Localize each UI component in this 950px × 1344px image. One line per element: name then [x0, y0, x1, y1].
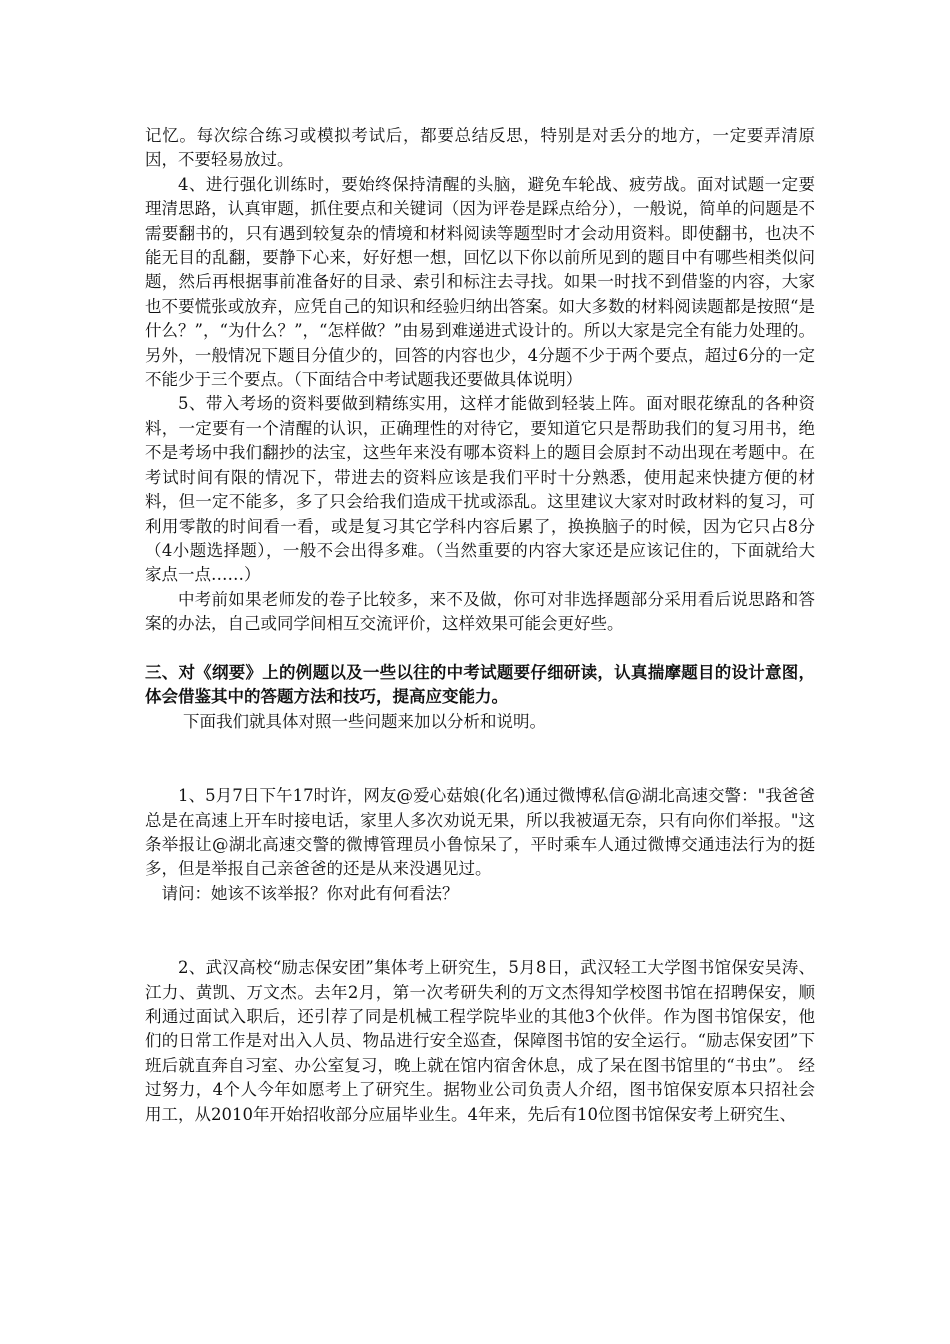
document-body [145, 124, 815, 1127]
question-2-text: 2、武汉高校“励志保安团”集体考上研究生，5月8日，武汉轻工大学图书馆保安吴涛、江力、黄凯、万文杰。去年2月，第一次考研失利的万文杰得知学校图书馆在招聘保安，顺利通过面试入职后，还引荐了同是机械工程学院毕业的其他3个伙伴。作为图书馆保安，他们的日常工作是对出入人员、物品进行安全巡查，保障图书馆的安全运行。“励志保安团”下班后就直奔自习室、办公室复习，晚上就在馆内宿舍休息，成了呆在图书馆里的“书虫”。 经过努力，4个人今年如愿考上了研究生。据物业公司负责人介绍，图书馆保安原本只招社会用工，从2010年开始招收部分应届毕业生。4年来，先后有10位图书馆保安考上研究生、 [145, 958, 815, 1124]
question-1-ask: 请问：她该不该举报？你对此有何看法？ [161, 883, 459, 903]
paragraph-intro-analysis: 下面我们就具体对照一些问题来加以分析和说明。 [182, 711, 546, 731]
paragraph-memory: 记忆。每次综合练习或模拟考试后，都要总结反思，特别是对丢分的地方，一定要弄清原因，不要轻易放过。 [145, 126, 815, 170]
question-1-text: 1、5月7日下午17时许，网友@爱心菇娘(化名)通过微博私信@湖北高速交警："我爸爸总是在高速上开车时接电话，家里人多次劝说无果，所以我被逼无奈，只有向你们举报。"这条举报让@湖北高速交警的微博管理员小鲁惊呆了，平时乘车人通过微博交通违法行为的挺多，但是举报自己亲爸爸的还是从来没遇见过。 [145, 786, 815, 879]
paragraph-exam-advice: 中考前如果老师发的卷子比较多，来不及做，你可对非选择题部分采用看后说思路和答案的办法，自己或同学间相互交流评价，这样效果可能会更好些。 [145, 589, 815, 634]
section-heading-3: 三、对《纲要》上的例题以及一些以往的中考试题要仔细研读，认真揣摩题目的设计意图，体会借鉴其中的答题方法和技巧，提高应变能力。 [145, 662, 815, 707]
paragraph-point-4: 4、进行强化训练时，要始终保持清醒的头脑，避免车轮战、疲劳战。面对试题一定要理清思路，认真审题，抓住要点和关键词（因为评卷是踩点给分），一般说，简单的问题是不需要翻书的，只有遇到较复杂的情境和材料阅读等题型时才会动用资料。即使翻书，也决不能无目的乱翻，要静下心来，好好想一想，回忆以下你以前所见到的题目中有哪些相类似问题，然后再根据事前准备好的目录、索引和标注去寻找。如果一时找不到借鉴的内容，大家也不要慌张或放弃，应凭自己的知识和经验归纳出答案。如大多数的材料阅读题都是按照“是什么？”，“为什么？”，“怎样做？”由易到难递进式设计的。所以大家是完全有能力处理的。另外，一般情况下题目分值少的，回答的内容也少，4分题不少于两个要点，超过6分的一定不能少于三个要点。（下面结合中考试题我还要做具体说明） [145, 174, 815, 390]
paragraph-point-5: 5、带入考场的资料要做到精练实用，这样才能做到轻装上阵。面对眼花缭乱的各种资料，一定要有一个清醒的认识，正确理性的对待它，要知道它只是帮助我们的复习用书，绝不是考场中我们翻抄的法宝，这些年来没有哪本资料上的题目会原封不动出现在考题中。在考试时间有限的情况下，带进去的资料应该是我们平时十分熟悉，使用起来快捷方便的材料，但一定不能多，多了只会给我们造成干扰或添乱。这里建议大家对时政材料的复习，可利用零散的时间看一看，或是复习其它学科内容后累了，换换脑子的时候，因为它只占8分（4小题选择题），一般不会出得多难。（当然重要的内容大家还是应该记住的，下面就给大家点一点……） [145, 394, 815, 585]
